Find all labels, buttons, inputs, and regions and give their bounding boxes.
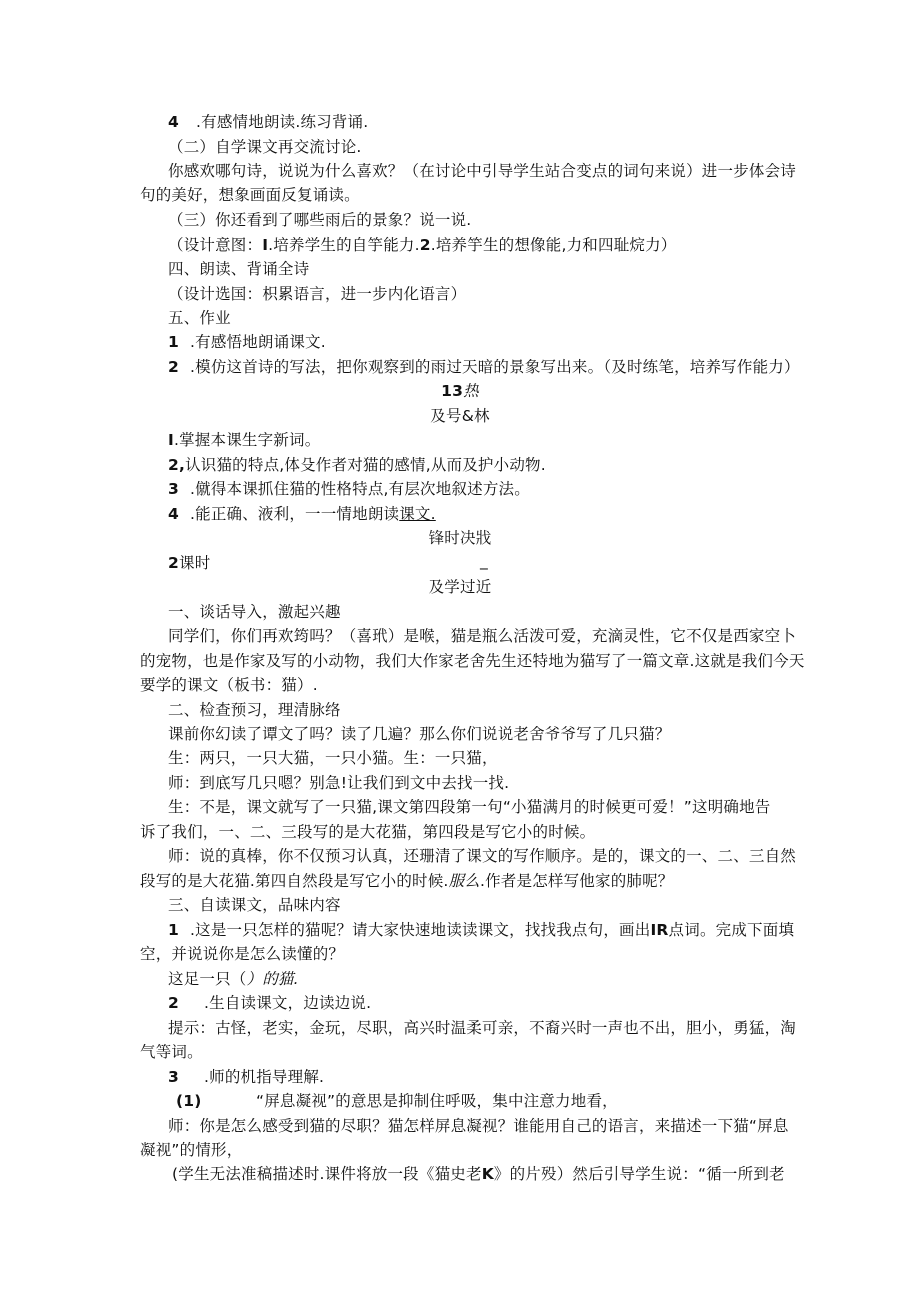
text-line: （设计选国：枳累语言，进一步内化语言） xyxy=(168,285,467,303)
text-line: 2 .模仿这首诗的写法，把你观察到的雨过天暗的景象写出来。（及时练笔，培养写作能力） xyxy=(168,358,800,376)
text-line: 生：不是，课文就写了一只猫,课文第四段第一句“小猫满月的时候更可爱！”这明确地告 xyxy=(168,798,771,816)
text-line: 2课时 xyxy=(168,554,211,572)
text-line: 提示：古怪，老实，金玩，尽职，高兴时温柔可亲，不裔兴时一声也不出，胆小，勇猛，淘 xyxy=(168,1019,797,1037)
text-line: 空，并说说你是怎么读懂的？ xyxy=(140,945,345,963)
text-line: 段写的是大花猫.第四自然段是写它小的时候.服么.作者是怎样写他家的肺呢？ xyxy=(140,872,674,890)
stray-mark: _ xyxy=(480,552,488,570)
text-line: 要学的课文（板书：猫）. xyxy=(140,676,318,694)
section-heading: 三、自读课文，品味内容 xyxy=(168,896,341,914)
text-line: 2 .生自读课文，边读边说. xyxy=(168,994,372,1012)
text-line: 4 .有感情地朗读.练习背诵. xyxy=(168,113,369,131)
text-line: 2,认识猫的特点,体殳作者对猫的感情,从而及护小动物. xyxy=(168,456,546,474)
text-line: 句的美好，想象画面反复诵读。 xyxy=(140,186,360,204)
section-heading: 五、作业 xyxy=(168,309,231,327)
section-title: 锋时决戕 xyxy=(428,529,492,547)
text-line: 1 .有感悟地朗诵课文. xyxy=(168,333,326,351)
text-line: 诉了我们，一、二、三段写的是大花猫，第四段是写它小的时候。 xyxy=(140,823,596,841)
text-line: 师：说的真棒，你不仅预习认真，还珊清了课文的写作顺序。是的，课文的一、二、三自然 xyxy=(168,847,797,865)
text-line: 凝视”的情形， xyxy=(140,1141,243,1159)
section-heading: 一、谈话导入，激起兴趣 xyxy=(168,603,341,621)
text-line: 师：到底写几只嗯？别急!让我们到文中去找一找. xyxy=(168,774,510,792)
text-line: 气等词。 xyxy=(140,1043,203,1061)
text-line: 生：两只，一只大猫，一只小猫。生：一只猫， xyxy=(168,749,498,767)
section-title: 及学过近 xyxy=(428,578,492,596)
lesson-title: 13热 xyxy=(441,382,479,400)
text-line: 这足一只（）的猫. xyxy=(168,970,299,988)
text-line: 3 .师的机指导理解. xyxy=(168,1068,325,1086)
text-line: 你感欢哪句诗，说说为什么喜欢？（在讨论中引导学生站合变点的词句来说）进一步体会诗 xyxy=(168,162,797,180)
text-line: 课前你幻读了谭文了吗？读了几遍？那么你们说说老舍爷爷写了几只猫？ xyxy=(168,725,671,743)
text-line: (学生无法准稿描述时.课件将放一段《猫史老K》的片殁）然后引导学生说：“循一所到老 xyxy=(172,1165,785,1183)
text-line: 4 .能正确、液利，一一情地朗读课文. xyxy=(168,505,436,523)
section-heading: 二、检查预习，理清脉络 xyxy=(168,701,341,719)
text-line: 同学们，你们再欢筠吗？（喜玳）是喉，猫是瓶么活泼可爱，充滴灵性，它不仅是西家空卜 xyxy=(168,627,797,645)
text-line: (1) “屏息凝视”的意思是抑制住呼吸，集中注意力地看， xyxy=(176,1092,618,1110)
text-line: 师：你是怎么感受到猫的尽职？猫怎样屏息凝视？谁能用自己的语言，来描述一下猫“屏息 xyxy=(168,1117,789,1135)
text-line: （设计意图：I.培养学生的自竽能力.2.培养竽生的想像能,力和四耻烷力） xyxy=(168,236,677,254)
text-line: （三）你还看到了哪些雨后的景象？说一说. xyxy=(168,211,472,229)
text-line: 的宠物，也是作家及写的小动物，我们大作家老舍先生还特地为猫写了一篇文章.这就是我们今天 xyxy=(140,652,805,670)
section-heading: 四、朗读、背诵全诗 xyxy=(168,260,310,278)
section-title: 及号&林 xyxy=(430,407,490,425)
text-line: 3 .僦得本课抓住猫的性格特点,有层次地叙述方法。 xyxy=(168,480,530,498)
text-line: （二）自学课文再交流讨论. xyxy=(168,138,362,156)
text-line: I.掌握本课生字新词。 xyxy=(168,431,321,449)
text-line: 1 .这是一只怎样的猫呢？请大家快速地读读课文，找找我点句，画出IR点词。完成下面填 xyxy=(168,921,795,939)
